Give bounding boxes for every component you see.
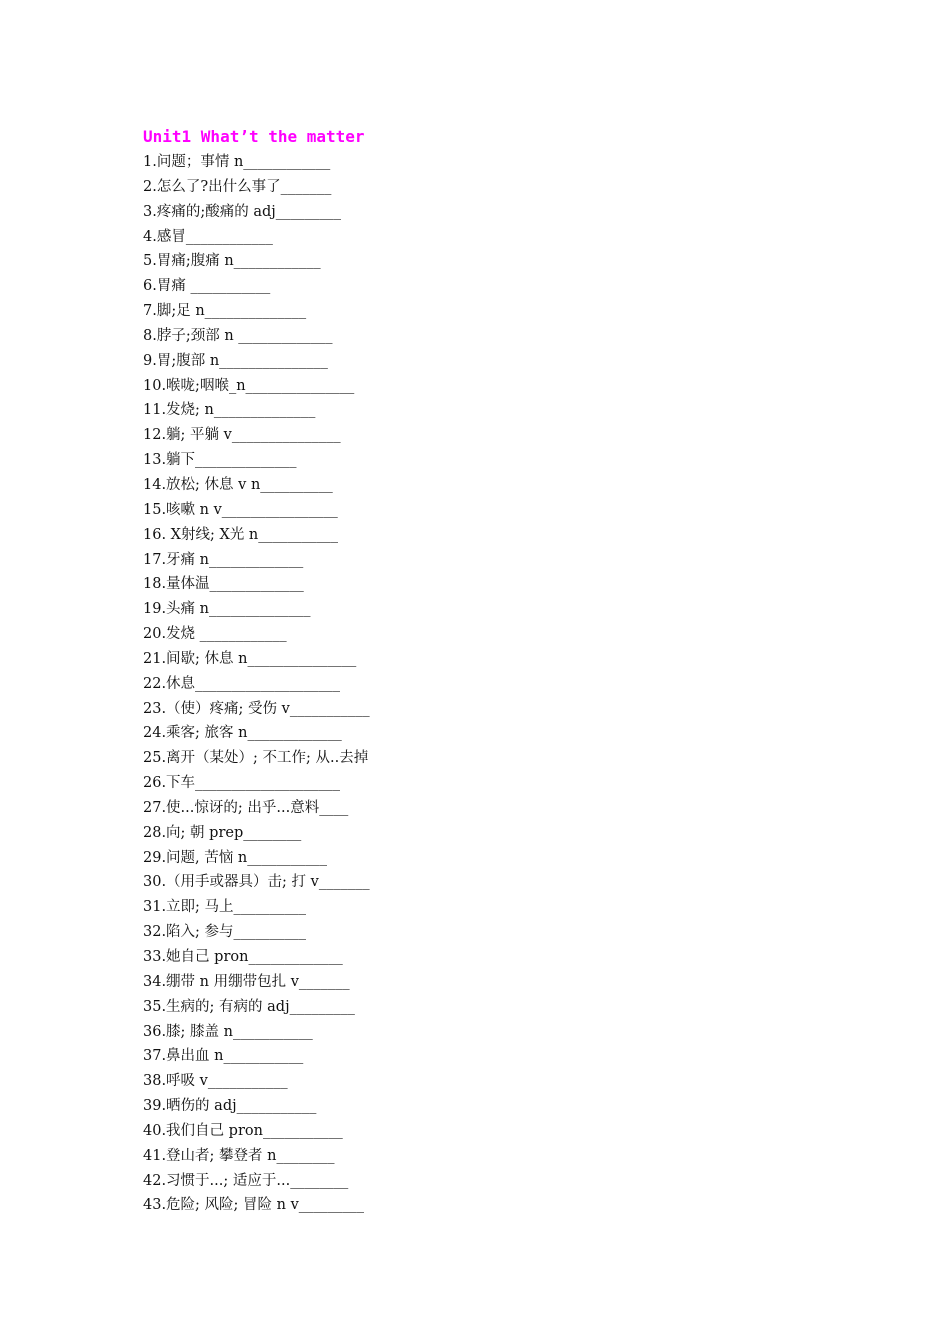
vocabulary-item: 32.陷入; 参与__________ xyxy=(143,924,307,941)
vocabulary-item: 3.疼痛的;酸痛的 adj_________ xyxy=(143,203,342,220)
vocabulary-item: 39.晒伤的 adj___________ xyxy=(143,1098,317,1115)
vocabulary-item: 10.喉咙;咽喉_n_______________ xyxy=(143,377,355,394)
vocabulary-item: 16. X射线; X光 n___________ xyxy=(143,526,339,543)
vocabulary-item: 21.间歇; 休息 n_______________ xyxy=(143,650,357,667)
vocabulary-item: 35.生病的; 有病的 adj_________ xyxy=(143,998,355,1015)
vocabulary-item: 30.（用手或器具）击; 打 v_______ xyxy=(143,874,370,891)
vocabulary-item: 38.呼吸 v___________ xyxy=(143,1073,288,1090)
vocabulary-item: 24.乘客; 旅客 n_____________ xyxy=(143,725,342,742)
vocabulary-item: 6.胃痛 ___________ xyxy=(143,278,271,295)
vocabulary-item: 40.我们自己 pron___________ xyxy=(143,1122,343,1139)
vocabulary-item: 5.胃痛;腹痛 n____________ xyxy=(143,253,321,270)
vocabulary-item: 1.问题；事情 n____________ xyxy=(143,154,331,170)
vocabulary-item: 11.发烧; n______________ xyxy=(143,402,316,419)
vocabulary-item: 13.躺下______________ xyxy=(143,452,297,469)
vocabulary-item: 18.量体温_____________ xyxy=(143,576,304,593)
vocabulary-item: 7.脚;足 n______________ xyxy=(143,303,307,320)
vocabulary-item: 9.胃;腹部 n_______________ xyxy=(143,352,328,369)
unit-title: Unit1 What’t the matter xyxy=(143,127,365,146)
vocabulary-item: 26.下车____________________ xyxy=(143,775,341,792)
vocabulary-item: 19.头痛 n______________ xyxy=(143,601,311,618)
vocabulary-list xyxy=(143,150,370,1218)
vocabulary-item: 31.立即; 马上__________ xyxy=(143,899,307,916)
vocabulary-item: 4.感冒____________ xyxy=(143,228,273,245)
vocabulary-item: 20.发烧 ____________ xyxy=(143,626,287,643)
vocabulary-item: 14.放松; 休息 v n__________ xyxy=(143,476,333,493)
vocabulary-item: 33.她自己 pron_____________ xyxy=(143,949,343,965)
vocabulary-item: 41.登山者; 攀登者 n________ xyxy=(143,1147,335,1164)
vocabulary-item: 2.怎么了?出什么事了_______ xyxy=(143,178,332,195)
vocabulary-item: 25.离开（某处）; 不工作; 从..去掉 xyxy=(143,750,369,767)
vocabulary-item: 37.鼻出血 n___________ xyxy=(143,1048,304,1065)
vocabulary-item: 12.躺; 平躺 v_______________ xyxy=(143,427,341,444)
vocabulary-item: 28.向; 朝 prep________ xyxy=(143,824,302,841)
vocabulary-item: 15.咳嗽 n v________________ xyxy=(143,501,338,518)
vocabulary-item: 42.习惯于...; 适应于...________ xyxy=(143,1172,349,1189)
vocabulary-item: 27.使...惊讶的; 出乎...意料____ xyxy=(143,799,349,816)
vocabulary-item: 43.危险; 风险; 冒险 n v_________ xyxy=(143,1197,365,1214)
vocabulary-item: 17.牙痛 n_____________ xyxy=(143,551,304,568)
vocabulary-item: 29.问题, 苦恼 n___________ xyxy=(143,849,327,866)
vocabulary-item: 22.休息____________________ xyxy=(143,675,341,692)
vocabulary-item: 8.脖子;颈部 n _____________ xyxy=(143,327,333,344)
vocabulary-item: 36.膝; 膝盖 n___________ xyxy=(143,1023,313,1040)
vocabulary-item: 34.绷带 n 用绷带包扎 v_______ xyxy=(143,973,350,990)
vocabulary-item: 23.（使）疼痛; 受伤 v___________ xyxy=(143,700,370,717)
